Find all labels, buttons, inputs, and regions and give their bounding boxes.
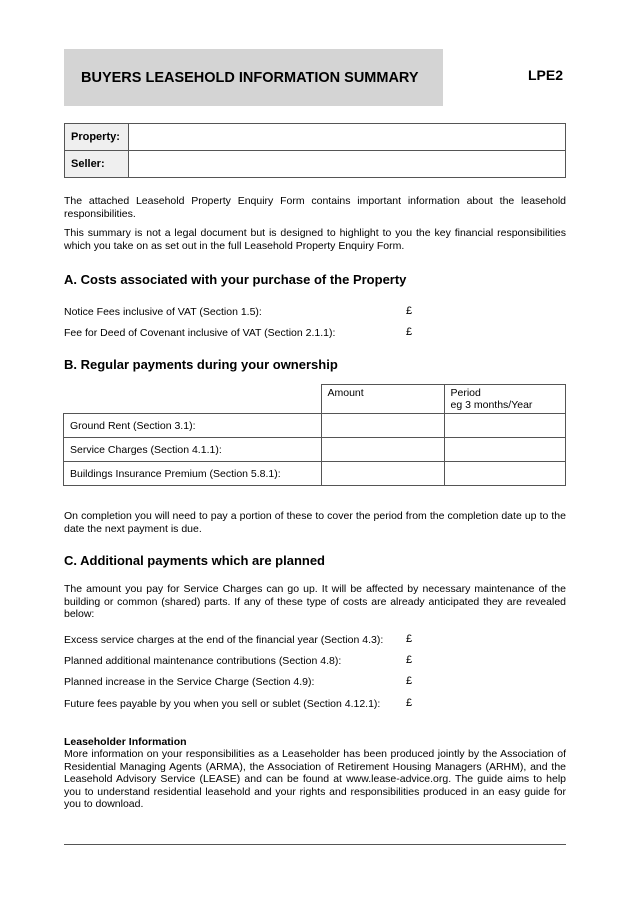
amount-column-header: Amount [321,385,444,414]
future-fees-currency: £ [406,697,413,709]
insurance-premium-amount-field[interactable] [321,462,444,486]
period-column-header: Period eg 3 months/Year [444,385,566,414]
service-charges-amount-field[interactable] [321,438,444,462]
intro-paragraph-2: This summary is not a legal document but is designed to highlight to you the key financial responsibilities which you take on as set out in the full Leasehold Property Enquiry Form. [64,227,566,252]
section-a-heading: A. Costs associated with your purchase of the Property [64,272,407,287]
ground-rent-label: Ground Rent (Section 3.1): [64,414,322,438]
title-banner [64,49,443,106]
leaseholder-info-body: More information on your responsibilities as a Leaseholder has been produced jointly by the Association of Residential Managing Agents (ARMA), the Association of Retirement Housing Managers (ARHM), and the Leasehold Advisory Service (LEASE) and can be found at www.lease-advice.org. The guide aims to help you to understand residential leasehold and your rights and responsibilities produced in an easy guide for you to download. [64,748,566,811]
seller-field[interactable] [129,151,566,178]
service-charges-label: Service Charges (Section 4.1.1): [64,438,322,462]
regular-payments-table [63,384,566,486]
table-row [64,414,566,438]
excess-charges-currency: £ [406,633,413,645]
deed-fee-currency: £ [406,326,413,338]
ground-rent-amount-field[interactable] [321,414,444,438]
property-seller-table [64,123,566,178]
section-b-heading: B. Regular payments during your ownership [64,357,338,372]
service-charge-increase-label: Planned increase in the Service Charge (Section 4.9): [64,676,315,688]
insurance-premium-period-field[interactable] [444,462,566,486]
ground-rent-period-field[interactable] [444,414,566,438]
future-fees-label: Future fees payable by you when you sell or sublet (Section 4.12.1): [64,698,381,710]
property-field[interactable] [129,124,566,151]
section-c-intro: The amount you pay for Service Charges can go up. It will be affected by necessary maintenance of the building or common (shared) parts. If any of these type of costs are already anticipated they are revealed below: [64,583,566,621]
maintenance-contributions-label: Planned additional maintenance contributions (Section 4.8): [64,655,342,667]
maintenance-contributions-currency: £ [406,654,413,666]
notice-fees-currency: £ [406,305,413,317]
seller-row [65,151,566,178]
deed-fee-label: Fee for Deed of Covenant inclusive of VAT (Section 2.1.1): [64,327,336,339]
table-header-row [64,385,566,414]
seller-label: Seller: [65,151,129,178]
excess-charges-label: Excess service charges at the end of the financial year (Section 4.3): [64,634,384,646]
page-title: BUYERS LEASEHOLD INFORMATION SUMMARY [81,69,419,86]
insurance-premium-label: Buildings Insurance Premium (Section 5.8.1): [64,462,322,486]
footer-divider [64,844,566,845]
notice-fees-label: Notice Fees inclusive of VAT (Section 1.5): [64,306,262,318]
completion-note: On completion you will need to pay a portion of these to cover the period from the completion date up to the date the next payment is due. [64,510,566,535]
leaseholder-info-heading: Leaseholder Information [64,736,187,748]
intro-paragraph-1: The attached Leasehold Property Enquiry Form contains important information about the leasehold responsibilities. [64,195,566,220]
table-row [64,438,566,462]
section-c-heading: C. Additional payments which are planned [64,553,326,568]
service-charges-period-field[interactable] [444,438,566,462]
service-charge-increase-currency: £ [406,675,413,687]
table-row [64,462,566,486]
property-label: Property: [65,124,129,151]
property-row [65,124,566,151]
form-code: LPE2 [528,67,564,83]
